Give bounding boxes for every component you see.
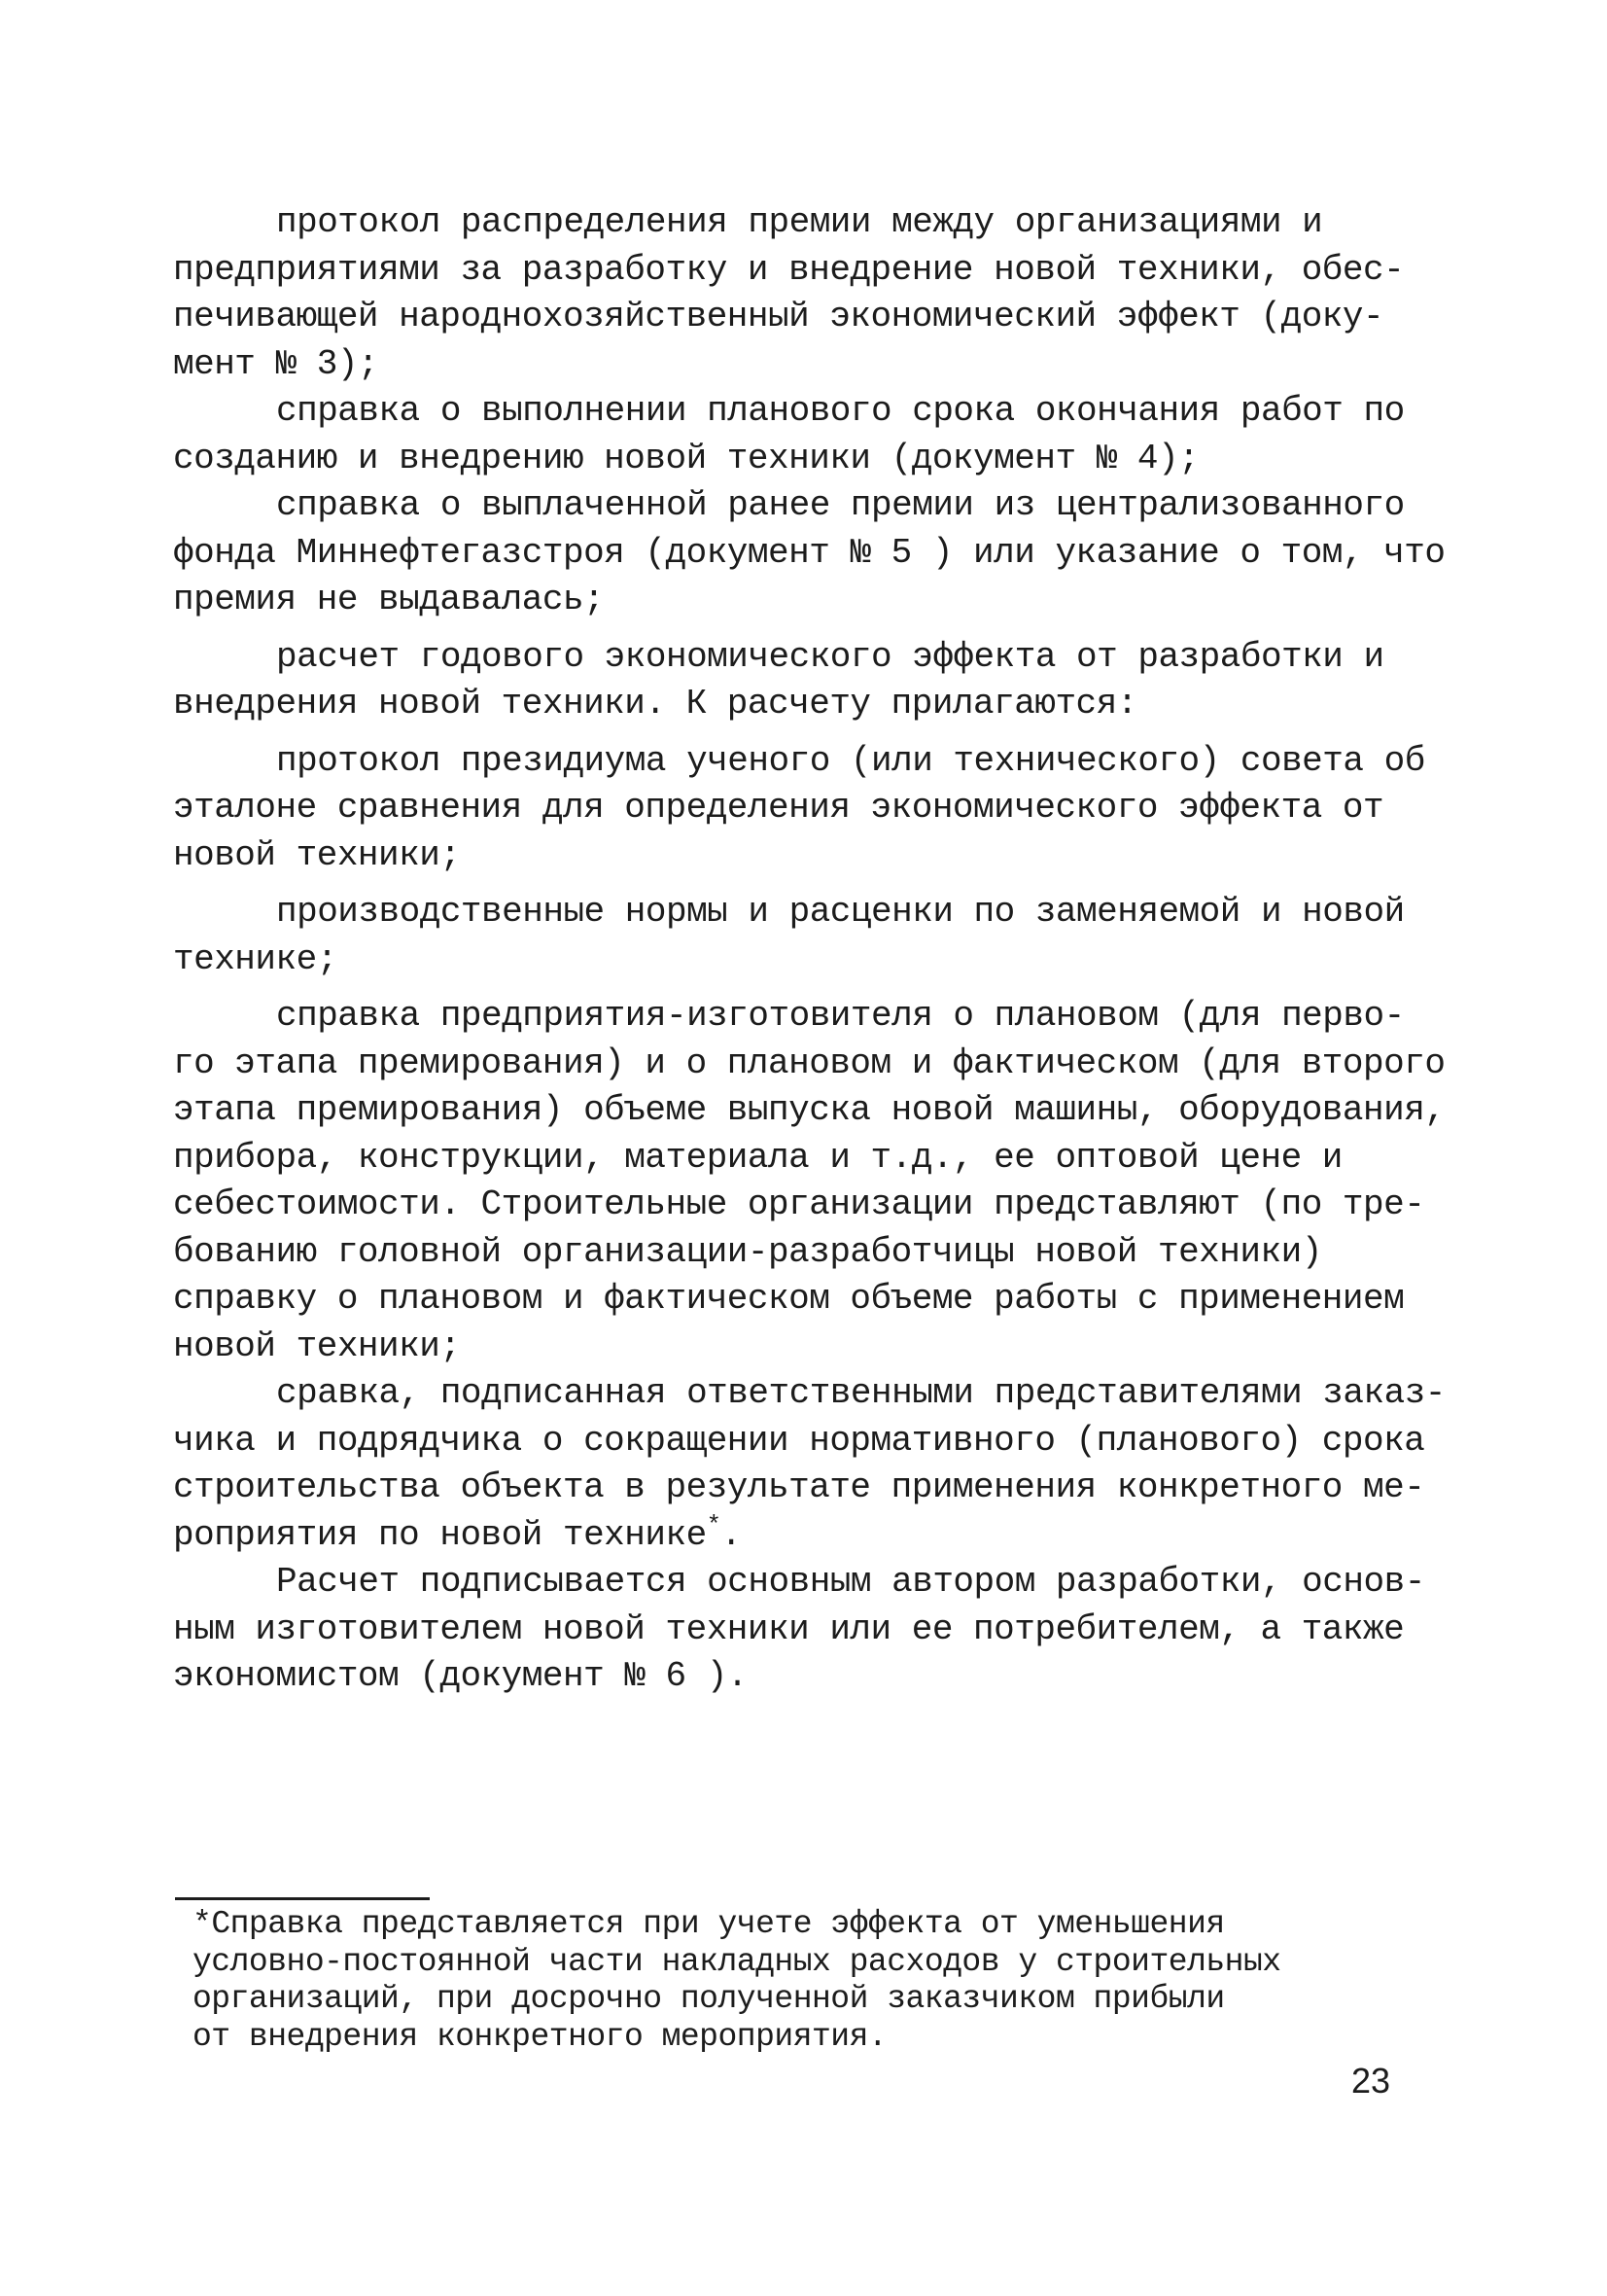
paragraph-7-line-1: справка предприятия-изготовителя о плановом (для перво- — [276, 996, 1405, 1036]
paragraph-7-line-8: новой техники; — [173, 1325, 461, 1366]
paragraph-7-line-6: бованию головной организации-разработчицы новой техники) — [173, 1231, 1322, 1272]
paragraph-7-line-3: этапа премирования) объеме выпуска новой машины, оборудования, — [173, 1090, 1446, 1130]
paragraph-9-line-2: ным изготовителем новой техники или ее потребителем, а также — [173, 1608, 1405, 1649]
footnote — [192, 1906, 1388, 2056]
footnote-mark: * — [192, 1906, 212, 1942]
paragraph-5-line-2: эталоне сравнения для определения экономического эффекта от — [173, 788, 1384, 828]
paragraph-6-line-1: производственные нормы и расценки по заменяемой и новой — [276, 892, 1405, 932]
paragraph-1-line-4: мент № 3); — [173, 343, 379, 384]
paragraph-3-line-2: фонда Миннефтегазстроя (документ № 5 ) или указание о том, что — [173, 532, 1446, 573]
paragraph-4-line-1: расчет годового экономического эффекта от разработки и — [276, 636, 1384, 677]
paragraph-8-line-1: сравка, подписанная ответственными представителями заказ- — [276, 1373, 1446, 1413]
paragraph-7-line-2: го этапа премирования) и о плановом и фактическом (для второго — [173, 1042, 1446, 1083]
paragraph-8-line-3: строительства объекта в результате применения конкретного ме- — [173, 1467, 1425, 1507]
paragraph-8-line-4 — [173, 1512, 1427, 1560]
paragraph-8-line-2: чика и подрядчика о сокращении нормативного (планового) срока — [173, 1420, 1425, 1461]
paragraph-8-period: . — [720, 1514, 742, 1555]
paragraph-2-line-2: созданию и внедрению новой техники (документ № 4); — [173, 438, 1200, 478]
paragraph-5-line-3: новой техники; — [173, 834, 461, 875]
paragraph-8-line-4-text: роприятия по новой технике — [173, 1514, 707, 1555]
footnote-line-2: условно-постоянной части накладных расходов у строительных — [192, 1943, 1281, 1980]
footnote-divider — [175, 1897, 430, 1900]
paragraph-9-line-3: экономистом (документ № 6 ). — [173, 1656, 748, 1696]
footnote-line-1 — [192, 1906, 1388, 1944]
paragraph-6-line-2: технике; — [173, 938, 337, 979]
paragraph-7-line-5: себестоимости. Строительные организации представляют (по тре- — [173, 1184, 1425, 1224]
page-number: 23 — [1351, 2061, 1391, 2101]
paragraph-2-line-1: справка о выполнении планового срока окончания работ по — [276, 391, 1405, 431]
paragraph-3-line-1: справка о выплаченной ранее премии из централизованного — [276, 485, 1405, 525]
paragraph-7-line-4: прибора, конструкции, материала и т.д., ее оптовой цене и — [173, 1137, 1343, 1178]
paragraph-1-line-3: печивающей народнохозяйственный экономический эффект (доку- — [173, 297, 1384, 336]
paragraph-9-line-1: Расчет подписывается основным автором разработки, основ- — [276, 1562, 1425, 1602]
main-text — [173, 199, 1446, 1701]
footnote-line-1-text: Справка представляется при учете эффекта от уменьшения — [211, 1906, 1225, 1942]
paragraph-4-line-2: внедрения новой техники. К расчету прилагаются: — [173, 684, 1137, 724]
footnote-reference-mark: * — [706, 1510, 721, 1539]
paragraph-5-line-1: протокол президиума ученого (или технического) совета об — [276, 740, 1425, 781]
paragraph-1-line-1: протокол распределения премии между организациями и — [276, 202, 1323, 242]
footnote-line-3: организаций, при досрочно полученной заказчиком прибыли — [192, 1981, 1225, 2017]
paragraph-7-line-7: справку о плановом и фактическом объеме работы с применением — [173, 1279, 1405, 1319]
footnote-line-4: от внедрения конкретного мероприятия. — [192, 2018, 888, 2055]
paragraph-3-line-3: премия не выдавалась; — [173, 580, 605, 619]
paragraph-1-line-2: предприятиями за разработку и внедрение новой техники, обес- — [173, 249, 1405, 290]
